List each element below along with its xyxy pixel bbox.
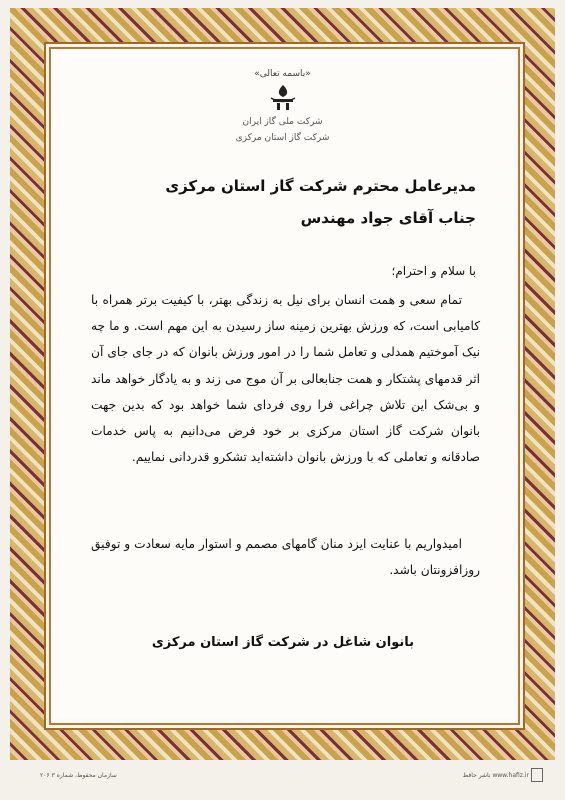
basmala: «باسمه تعالی» [254,69,311,79]
publisher-logo-icon [531,768,543,782]
letter-closing-paragraph: امیدواریم با عنایت ایزد منان گامهای مصمم و استوار مایه سعادت و توفیق روزافزونتان باشد. [91,537,480,577]
org-name-provincial: شرکت گاز استان مرکزی [235,133,330,143]
letter-body-paragraph: تمام سعی و همت انسان برای نیل به زندگی بهتر، با کیفیت برتر همراه با کامیابی است، که ورزش بهترین زمینه ساز رسیدن به این مهم است. و ما چه نیک آموختیم همدلی و تعامل شما را در امور ورزش بانوان که در جای جای آن اثر قدمهای پشتکار و همت جنابعالی بر آن موج می زند و به یادگار خواهد ماند و بی‌شک این تلاش چراغی فرا روی فردای شما خواهد بود که بدین جهت بانوان شرکت گاز استان مرکزی بر خود فرض می‌دانیم به پاس خدمات صادقانه و تعاملی که با ورزش بانوان داشته‌اید تشکرو قدردانی نماییم. [91,293,480,465]
footer-serial: سازمان محفوظ، شماره ۳ ۲۰۶ [40,772,117,779]
footer-publisher: www.hafiz.ir ناشر حافظ [462,772,529,779]
letter-page [51,49,514,719]
org-name-national: شرکت ملی گاز ایران [242,117,323,127]
addressee-name: جناب آقای جواد مهندس [300,209,476,227]
greeting: با سلام و احترام؛ [391,264,476,278]
signature: بانوان شاغل در شرکت گاز استان مرکزی [151,635,414,650]
gas-company-logo-icon [268,83,298,111]
addressee-title: مدیرعامل محترم شرکت گاز استان مرکزی [165,177,476,195]
